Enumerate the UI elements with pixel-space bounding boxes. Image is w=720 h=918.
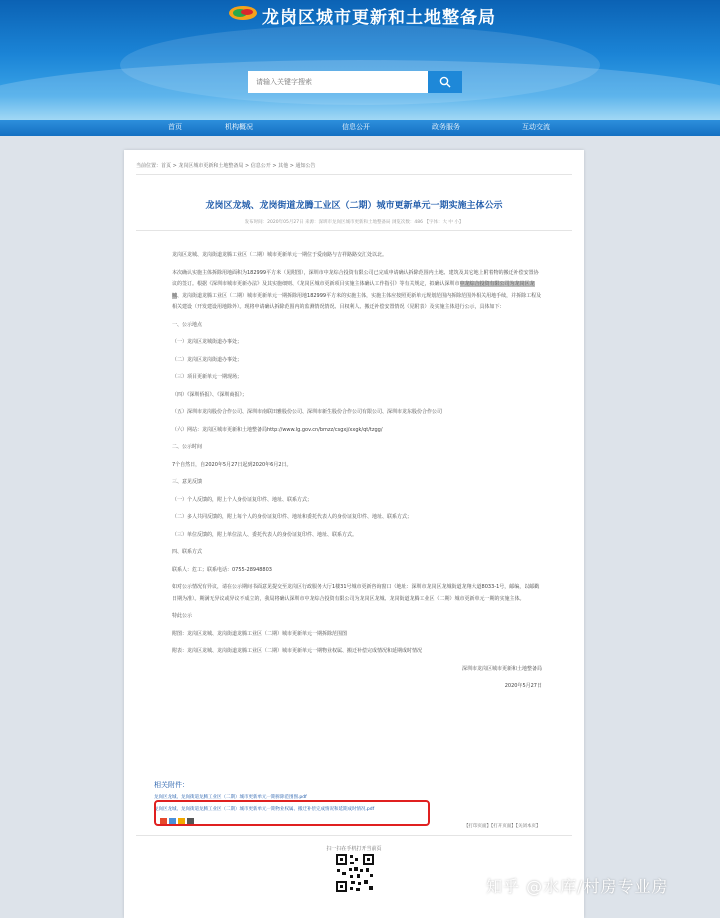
- paragraph: 龙岗区龙城、龙岗街道龙腾工业区（二期）城市更新单元一期位于爱南路与吉祥路路交汇处以北。: [172, 252, 388, 258]
- paragraph: 如对公示情况有异议，请在公示期间书面意见提交至龙岗区行政服务大厅1楼31号城市更新咨询窗口（地址：深圳市龙岗区龙城街道龙翔大道8033-1号，邮编，以邮戳日期为准）。期满无异议或异议不成立的，我局将确认深圳市中龙综合投资有限公司为龙岗区龙城、龙岗街道龙腾工业区（二期）城市更新单元一期的实施主体。: [172, 584, 540, 602]
- nav-item-organization[interactable]: 机构概况: [225, 123, 253, 131]
- breadcrumb[interactable]: 当前位置：首页 > 龙岗区城市更新和土地整备局 > 信息公开 > 其他 > 通知公告: [136, 163, 316, 169]
- nav-item-interaction[interactable]: 互动交流: [522, 123, 550, 131]
- paragraph: 本次确认实施主体拆除用地面积为182999平方米（见附图），深圳市中龙综合投资有限公司已完成申请确认拆除范围内土地、建筑及其它地上附着物的搬迁补偿安置协议的签订。根据《深圳市城市更新办法》及其实施细则、《龙岗区城市更新项目实施主体确认工作指引》等有关规定，拟确认深圳市中龙综合投资有限公司为龙岗区龙城、龙岗街道龙腾工业区（二期）城市更新单元一期拆除用地182999平方米的实施主体，实施主体应按照更新单元规划范围内拆除范围外相关用地手续，并拆除工程及相关建设（开发建设用地除外）。现将申请确认拆除范围内的监测情况情况、目权利人、搬迁补偿安置情况（见附表）及实施主体进行公示，具体如下：: [172, 269, 542, 310]
- paragraph: （四）《深圳侨报》、《深圳商报》；: [172, 391, 248, 398]
- paragraph: 特此公示: [172, 613, 193, 619]
- paragraph: （三）项目更新单元一期现场；: [172, 374, 243, 380]
- main-nav: [0, 120, 720, 136]
- qr-label: 扫一扫在手机打开当前页: [326, 846, 382, 852]
- paragraph: 7个自然日，自2020年5月27日起到2020年6月2日。: [172, 461, 292, 468]
- paragraph: （六）网站：龙岗区城市更新和土地整备局http://www.lg.gov.cn/bmzz/csgxj/xxgk/qt/tzgg/: [172, 426, 383, 433]
- search-button[interactable]: [428, 71, 462, 93]
- qr-code-icon: [335, 853, 375, 893]
- article-panel: [124, 150, 584, 918]
- article-body: [172, 250, 542, 699]
- signature: 深圳市龙岗区城市更新和土地整备局: [461, 665, 542, 672]
- share-icons: [160, 818, 194, 824]
- search-bar: [248, 71, 462, 93]
- paragraph: 四、联系方式: [172, 549, 203, 555]
- site-header: [0, 0, 720, 120]
- search-input[interactable]: [248, 71, 428, 93]
- nav-item-home[interactable]: 首页: [168, 123, 182, 131]
- nav-item-information[interactable]: 信息公开: [342, 123, 370, 131]
- city-logo-icon: [228, 4, 258, 22]
- paragraph: 附表：龙岗区龙城、龙岗街道龙腾工业区（二期）城市更新单元一期物业权属、搬迁补偿完成情况和延期成时情况: [172, 648, 423, 654]
- divider: [136, 230, 572, 231]
- search-icon: [439, 76, 451, 88]
- qzone-icon[interactable]: [178, 818, 185, 824]
- divider: [136, 835, 572, 836]
- qq-icon[interactable]: [169, 818, 176, 824]
- weibo-icon[interactable]: [160, 818, 167, 824]
- paragraph: （一）龙岗区龙城街道办事处；: [172, 339, 243, 345]
- wechat-icon[interactable]: [187, 818, 194, 824]
- highlighted-text: 中龙综合投资有限公司为龙岗区龙城: [172, 281, 535, 299]
- paragraph: 三、意见反馈: [172, 479, 203, 485]
- paragraph: （三）单位反馈的，附上单位法人、委托代表人的身份证复印件、地址、联系方式。: [172, 531, 358, 538]
- paragraph: 二、公示时间: [172, 444, 203, 450]
- paragraph: 一、公示地点: [172, 321, 203, 328]
- zhihu-watermark: 知乎 @水库/村房专业房: [486, 877, 669, 896]
- nav-item-services[interactable]: 政务服务: [432, 123, 460, 131]
- paragraph: （一）个人反馈的，附上个人身份证复印件、地址、联系方式；: [172, 496, 313, 503]
- divider: [136, 174, 572, 175]
- paragraph: （二）龙岗区龙岗街道办事处；: [172, 356, 243, 363]
- paragraph: （五）深圳市龙岗股份合作公司、深圳市南联田雅股份公司、深圳市新生股份合作公司有限公司、深圳市龙东股份合作公司: [172, 409, 443, 415]
- header-decoration: [120, 25, 600, 105]
- paragraph: 联系人：危工；联系电话：0755-28948803: [172, 566, 272, 573]
- highlight-box: [154, 800, 430, 826]
- attachment-link[interactable]: 龙岗区龙城、龙岗街道龙腾工业区（二期）城市更新单元一期物业权属、搬迁补偿完成情况和延期成时情况.pdf: [154, 807, 375, 812]
- attachments-title: 相关附件：: [154, 781, 189, 789]
- paragraph: （二）多人共同反馈的，附上每个人的身份证复印件、地址和委托代表人的身份证复印件、地址、联系方式；: [172, 514, 413, 520]
- paragraph: 附图：龙岗区龙城、龙岗街道龙腾工业区（二期）城市更新单元一期拆除范围图: [172, 630, 348, 637]
- site-title: 龙岗区城市更新和土地整备局: [262, 8, 496, 28]
- article-meta: 发布时间：2020年05月27日 来源：深圳市龙岗区城市更新和土地整备局 浏览次数：486 【字体：大 中 小】: [244, 220, 464, 225]
- page-tools[interactable]: 【打印页面】【打开页面】【关闭本页】: [464, 824, 541, 829]
- article-title: 龙岗区龙城、龙岗街道龙腾工业区（二期）城市更新单元一期实施主体公示: [205, 201, 503, 211]
- attachment-link[interactable]: 龙岗区龙城、龙岗街道龙腾工业区（二期）城市更新单元一期拆除范围图.pdf: [154, 795, 307, 800]
- publish-date: 2020年5月27日: [504, 683, 542, 689]
